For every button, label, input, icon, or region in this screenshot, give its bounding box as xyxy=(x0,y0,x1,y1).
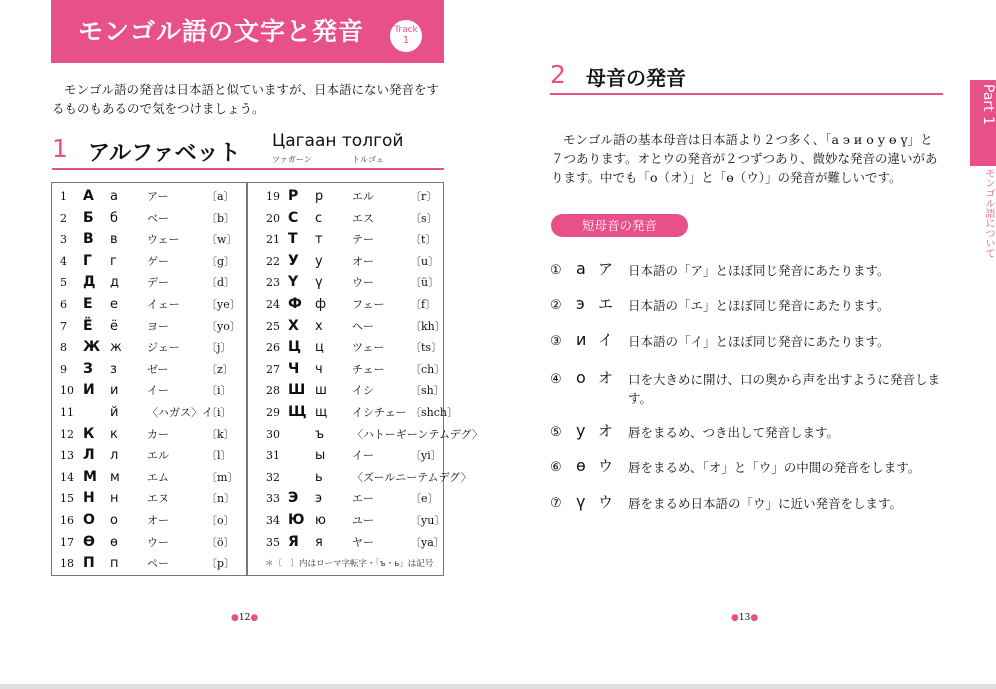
vowel-description: 日本語の「ア」とほぼ同じ発音にあたります。 xyxy=(628,263,890,278)
letter-kana: ゼー xyxy=(147,362,169,376)
letter-number: 5 xyxy=(60,276,67,290)
letter-number: 21 xyxy=(266,233,280,247)
letter-lower: ъ xyxy=(315,426,325,442)
letter-roman: 〔ü〕 xyxy=(410,276,440,290)
letter-upper: Э xyxy=(288,490,299,507)
letter-roman: 〔u〕 xyxy=(410,254,440,268)
table-footnote: ＊〔 〕内はローマ字転字・「ъ・ь」は記号 xyxy=(265,559,434,569)
letter-upper: Е xyxy=(83,296,93,312)
letter-kana: 〈ハトーギーンテムデグ〉 xyxy=(352,427,483,441)
vowel-cyrillic: о xyxy=(576,368,586,387)
bottom-bar xyxy=(0,684,996,689)
letter-upper: Б xyxy=(83,209,94,226)
vowel-description: 日本語の「イ」とほぼ同じ発音にあたります。 xyxy=(628,334,890,349)
letter-lower: ж xyxy=(110,340,122,356)
page-dot-icon: ● xyxy=(731,613,739,623)
letter-upper: М xyxy=(83,468,97,485)
letter-number: 24 xyxy=(266,298,280,311)
page-number-right xyxy=(731,613,758,623)
letter-upper: О xyxy=(83,512,95,528)
track-number: 1 xyxy=(402,35,410,46)
track-label: Track xyxy=(394,25,418,35)
vowel-cyrillic: у xyxy=(576,421,586,440)
letter-lower: м xyxy=(110,469,120,485)
letter-lower: о xyxy=(110,513,118,528)
letter-kana: ジェー xyxy=(147,341,180,355)
part-subtitle: モンゴル語について xyxy=(983,168,994,258)
letter-kana: ウー xyxy=(147,535,169,549)
letter-lower: ю xyxy=(315,513,326,528)
letter-roman: 〔b〕 xyxy=(206,211,236,225)
letter-lower: й xyxy=(110,405,119,420)
letter-number: 30 xyxy=(266,427,280,441)
letter-number: 17 xyxy=(60,535,74,549)
letter-number: 16 xyxy=(60,514,74,527)
vowel-kana: エ xyxy=(598,295,614,313)
letter-upper: З xyxy=(83,360,93,377)
track-badge[interactable] xyxy=(388,18,424,54)
letter-upper: Т xyxy=(288,231,298,248)
letter-roman: 〔yo〕 xyxy=(206,319,241,333)
letter-number: 22 xyxy=(266,254,280,268)
letter-lower: х xyxy=(315,318,323,334)
letter-kana: イェー xyxy=(147,298,180,311)
letter-upper: Ү xyxy=(288,274,299,291)
letter-kana: ペー xyxy=(147,557,169,571)
letter-roman: 〔o〕 xyxy=(206,514,235,527)
letter-number: 7 xyxy=(60,319,67,333)
letter-number: 20 xyxy=(266,211,280,225)
letter-number: 34 xyxy=(266,514,280,527)
letter-kana: フェー xyxy=(352,298,385,311)
vowel-intro-paragraph: モンゴル語の基本母音は日本語より２つ多く、「а э и о у ө ү」と７つあります。オとウの発音が２つずつあり、微妙な発音の違いがあります。中でも「о（オ）」と「ө（ウ）」の発音が難しいです。 xyxy=(551,132,938,185)
letter-kana: ベー xyxy=(147,211,169,225)
letter-upper: Ц xyxy=(288,339,301,356)
section-2-title: 母音の発音 xyxy=(586,66,686,90)
letter-lower: у xyxy=(315,253,323,269)
letter-lower: ү xyxy=(315,275,323,291)
vowel-number: ① xyxy=(550,263,562,278)
vowel-cyrillic: э xyxy=(576,294,585,313)
vowel-description: 口を大きめに開け、口の奥から声を出すように発音します。 xyxy=(628,372,941,406)
letter-number: 26 xyxy=(266,341,280,355)
letter-lower: н xyxy=(110,491,119,507)
section-2-number: 2 xyxy=(550,60,566,89)
table-divider xyxy=(246,182,248,576)
letter-roman: 〔t〕 xyxy=(410,233,437,247)
letter-number: 2 xyxy=(60,211,67,225)
letter-kana: エル xyxy=(147,449,169,463)
vowel-kana: オ xyxy=(598,369,614,387)
vowel-number: ④ xyxy=(550,372,562,387)
letter-upper: Х xyxy=(288,317,299,334)
letter-kana: エル xyxy=(352,190,374,203)
letter-kana: ヤー xyxy=(352,535,374,549)
letter-roman: 〔d〕 xyxy=(206,276,236,290)
letter-kana: ウェー xyxy=(147,233,180,247)
letter-lower: ы xyxy=(315,448,326,464)
letter-kana: オー xyxy=(147,514,169,527)
letter-lower: ч xyxy=(315,361,323,377)
letter-lower: ө xyxy=(110,534,118,550)
letter-roman: 〔r〕 xyxy=(410,190,438,203)
letter-number: 32 xyxy=(266,470,280,484)
letter-upper: Ф xyxy=(288,296,302,312)
letter-number: 27 xyxy=(266,362,280,376)
letter-kana: エー xyxy=(352,492,374,506)
letter-number: 31 xyxy=(266,449,280,463)
section-1-title: アルファベット xyxy=(88,141,241,166)
letter-lower: з xyxy=(110,361,117,377)
letter-kana: イシチェー xyxy=(352,406,407,419)
letter-kana: オー xyxy=(352,254,374,268)
section-2-rule xyxy=(550,93,943,95)
letter-roman: 〔j〕 xyxy=(206,341,232,355)
section-1-rule xyxy=(52,168,444,170)
vowel-number: ⑤ xyxy=(550,425,562,440)
letter-number: 23 xyxy=(266,276,280,290)
letter-lower: п xyxy=(110,556,119,572)
letter-upper: Н xyxy=(83,490,95,507)
letter-lower: э xyxy=(315,491,323,507)
letter-upper: А xyxy=(83,188,94,204)
letter-roman: 〔ö〕 xyxy=(206,535,235,549)
short-vowel-pill: 短母音の発音 xyxy=(551,214,688,237)
letter-kana: カー xyxy=(147,427,169,441)
letter-lower: ь xyxy=(315,469,323,485)
vowel-cyrillic: а xyxy=(576,259,586,278)
letter-kana: ウー xyxy=(352,276,374,290)
letter-number: 10 xyxy=(60,384,74,398)
letter-kana: ゲー xyxy=(147,254,169,268)
letter-upper: Ж xyxy=(83,339,101,356)
vowel-kana: ア xyxy=(598,260,614,278)
letter-lower: е xyxy=(110,297,118,312)
letter-roman: 〔ya〕 xyxy=(410,535,445,549)
ruby-tolgoi: トルゴェ xyxy=(352,155,384,164)
letter-number: 3 xyxy=(60,233,67,247)
letter-number: 13 xyxy=(60,449,74,463)
letter-lower: и xyxy=(110,383,119,399)
letter-upper: У xyxy=(288,252,299,269)
letter-number: 9 xyxy=(60,362,67,376)
letter-number: 11 xyxy=(60,406,74,419)
letter-number: 19 xyxy=(266,190,280,203)
intro-paragraph: モンゴル語の発音は日本語と似ていますが、日本語にない発音をするものもあるので気をつけましょう。 xyxy=(52,82,440,116)
letter-upper: Ю xyxy=(288,512,305,528)
page-title: モンゴル語の文字と発音 xyxy=(78,17,365,46)
vowel-kana: ウ xyxy=(598,493,614,511)
letter-lower: б xyxy=(110,210,119,226)
letter-roman: 〔f〕 xyxy=(410,298,437,311)
letter-lower: ф xyxy=(315,297,327,312)
part-label: Part 1 xyxy=(980,84,996,125)
letter-roman: 〔e〕 xyxy=(410,492,439,506)
letter-number: 28 xyxy=(266,384,280,398)
letter-number: 33 xyxy=(266,492,280,506)
letter-lower: г xyxy=(110,253,117,269)
letter-upper: Щ xyxy=(288,404,307,420)
letter-upper: С xyxy=(288,209,299,226)
letter-roman: 〔z〕 xyxy=(206,362,234,376)
letter-roman: 〔ye〕 xyxy=(206,298,241,311)
letter-roman: 〔m〕 xyxy=(206,470,239,484)
vowel-number: ② xyxy=(550,298,562,313)
letter-roman: 〔sh〕 xyxy=(410,384,445,398)
letter-lower: а xyxy=(110,189,118,204)
letter-roman: 〔i〕 xyxy=(206,384,232,398)
vowel-kana: ウ xyxy=(598,457,614,475)
letter-kana: イシ xyxy=(352,384,374,398)
letter-upper: И xyxy=(83,382,95,399)
letter-upper: Ш xyxy=(288,382,306,399)
vowel-number: ⑦ xyxy=(550,496,562,511)
ruby-tsagaan: ツァガーン xyxy=(272,155,312,164)
letter-lower: ш xyxy=(315,383,327,399)
letter-kana: テー xyxy=(352,233,374,247)
page-number-text: 13 xyxy=(738,613,751,623)
vowel-kana: オ xyxy=(598,422,614,440)
letter-roman: 〔yi〕 xyxy=(410,449,442,463)
letter-lower: с xyxy=(315,210,323,226)
section-1-cyrillic: Цагаан толгой xyxy=(272,131,404,151)
vowel-kana: イ xyxy=(598,331,614,349)
page-number-left xyxy=(231,613,258,623)
letter-kana: 〈ハガス〉イ xyxy=(147,406,213,419)
letter-kana: イー xyxy=(147,384,169,398)
letter-roman: 〔p〕 xyxy=(206,557,236,571)
letter-kana: 〈ズールニーテムデグ〉 xyxy=(352,470,472,484)
letter-number: 25 xyxy=(266,319,280,333)
letter-kana: アー xyxy=(147,190,169,203)
vowel-cyrillic: ө xyxy=(576,456,586,475)
letter-lower: ц xyxy=(315,340,324,356)
letter-lower: в xyxy=(110,232,118,248)
letter-lower: щ xyxy=(315,405,328,420)
letter-lower: ё xyxy=(110,318,118,334)
page-number-text: 12 xyxy=(238,613,251,623)
vowel-number: ③ xyxy=(550,334,562,349)
letter-roman: 〔i〕 xyxy=(206,406,232,419)
letter-kana: エム xyxy=(147,470,169,484)
letter-roman: 〔s〕 xyxy=(410,211,438,225)
letter-upper: Г xyxy=(83,252,92,269)
letter-upper: Д xyxy=(83,274,96,291)
letter-kana: イー xyxy=(352,449,374,463)
letter-roman: 〔a〕 xyxy=(206,190,235,203)
letter-upper: В xyxy=(83,231,94,248)
letter-number: 15 xyxy=(60,492,74,506)
letter-upper: Р xyxy=(288,188,299,204)
letter-kana: エス xyxy=(352,211,374,225)
letter-lower: д xyxy=(110,275,119,291)
letter-kana: デー xyxy=(147,276,169,290)
letter-number: 14 xyxy=(60,470,74,484)
letter-roman: 〔l〕 xyxy=(206,449,232,463)
letter-lower: я xyxy=(315,534,323,550)
letter-number: 12 xyxy=(60,427,74,441)
letter-kana: ユー xyxy=(352,514,374,527)
letter-roman: 〔yu〕 xyxy=(410,514,446,527)
letter-roman: 〔n〕 xyxy=(206,492,236,506)
letter-upper: Ө xyxy=(83,533,95,550)
letter-kana: チェー xyxy=(352,362,385,376)
letter-upper: Л xyxy=(83,447,95,464)
letter-upper: П xyxy=(83,555,95,572)
page-dot-icon: ● xyxy=(250,613,259,623)
letter-number: 18 xyxy=(60,557,74,571)
letter-upper: К xyxy=(83,425,95,442)
letter-kana: エヌ xyxy=(147,492,169,506)
vowel-cyrillic: и xyxy=(576,330,587,349)
page-dot-icon: ● xyxy=(231,613,239,623)
letter-number: 29 xyxy=(266,406,280,419)
vowel-description: 唇をまるめ、つき出して発音します。 xyxy=(628,425,840,440)
letter-roman: 〔kh〕 xyxy=(410,319,446,333)
letter-kana: ヘー xyxy=(352,319,374,333)
vowel-description: 唇をまるめ日本語の「ウ」に近い発音をします。 xyxy=(628,496,903,511)
letter-upper: Ч xyxy=(288,360,300,377)
letter-roman: 〔ts〕 xyxy=(410,341,443,355)
letter-number: 6 xyxy=(60,298,67,311)
letter-lower: к xyxy=(110,426,118,442)
letter-lower: р xyxy=(315,189,324,204)
letter-lower: л xyxy=(110,448,119,464)
letter-roman: 〔g〕 xyxy=(206,254,236,268)
letter-roman: 〔ch〕 xyxy=(410,362,446,376)
letter-kana: ツェー xyxy=(352,341,385,355)
vowel-number: ⑥ xyxy=(550,460,562,475)
letter-lower: т xyxy=(315,232,323,248)
page-dot-icon: ● xyxy=(750,613,759,623)
vowel-description: 日本語の「エ」とほぼ同じ発音にあたります。 xyxy=(628,298,890,313)
letter-number: 1 xyxy=(60,190,67,203)
vowel-description: 唇をまるめ、「オ」と「ウ」の中間の発音をします。 xyxy=(628,460,921,475)
letter-number: 35 xyxy=(266,535,280,549)
letter-kana: ヨー xyxy=(147,319,169,333)
letter-number: 4 xyxy=(60,254,67,268)
letter-upper: Я xyxy=(288,533,299,550)
letter-roman: 〔shch〕 xyxy=(410,406,458,419)
section-1-number: 1 xyxy=(52,134,68,163)
letter-roman: 〔w〕 xyxy=(206,233,238,247)
letter-roman: 〔k〕 xyxy=(206,427,235,441)
letter-number: 8 xyxy=(60,341,67,355)
vowel-cyrillic: ү xyxy=(576,492,586,511)
letter-upper: Ё xyxy=(83,317,93,334)
